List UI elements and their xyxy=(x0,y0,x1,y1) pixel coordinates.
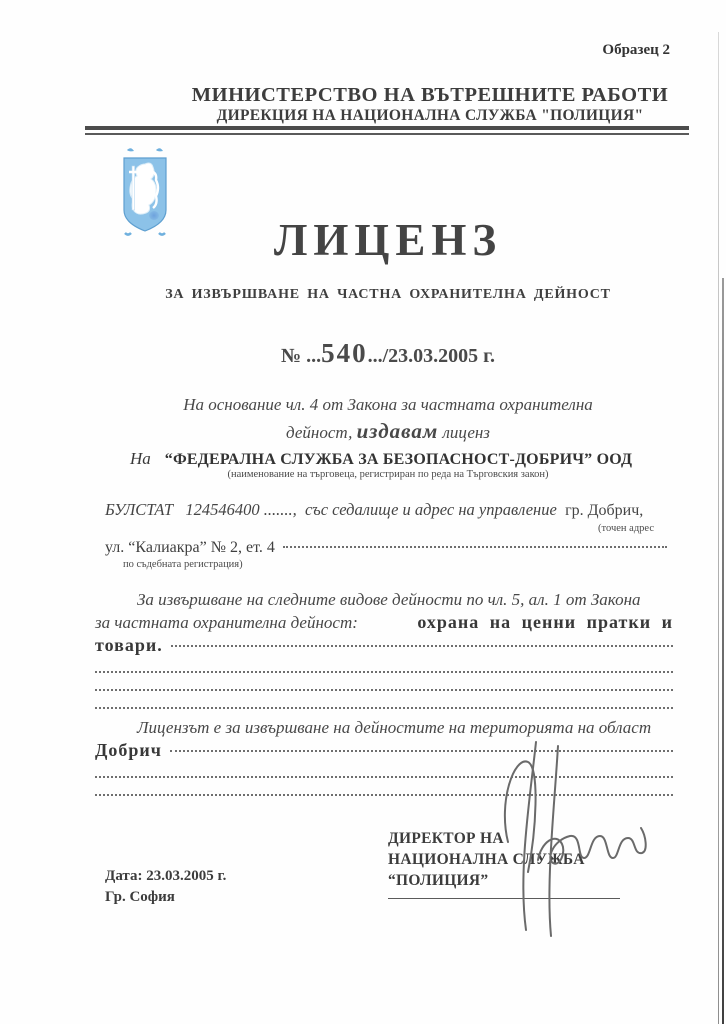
number-date: .../23.03.2005 г. xyxy=(367,345,495,367)
bulstat-value: 124546400 ......., xyxy=(185,500,297,519)
company-name: “ФЕДЕРАЛНА СЛУЖБА ЗА БЕЗОПАСНОСТ-ДОБРИЧ” ООД xyxy=(164,451,633,468)
issue-verb: издавам xyxy=(356,419,439,443)
signatory-line3: “ПОЛИЦИЯ” xyxy=(388,872,489,889)
signatory-line2: НАЦИОНАЛНА СЛУЖБА xyxy=(388,851,585,868)
basis-line2: дейност, издавам лиценз xyxy=(286,419,490,443)
dotted-leader xyxy=(171,645,673,647)
license-number-line xyxy=(85,338,691,369)
territory-intro: Лицензът е за извършване на дейностите на територията на област xyxy=(137,718,652,737)
address-footnote-left: по съдебната регистрация) xyxy=(123,559,243,570)
ministry-name: МИНИСТЕРСТВО НА ВЪТРЕШНИТЕ РАБОТИ xyxy=(191,84,669,106)
directorate-name: ДИРЕКЦИЯ НА НАЦИОНАЛНА СЛУЖБА "ПОЛИЦИЯ" xyxy=(216,107,644,124)
dotted-line xyxy=(95,707,673,709)
number-prefix: № ... xyxy=(281,345,322,367)
basis-line1: На основание чл. 4 от Закона за частната охранителна xyxy=(183,395,593,414)
legal-basis-paragraph xyxy=(85,392,691,446)
header-divider xyxy=(85,126,689,135)
activity-value-part1: охрана на ценни пратки и xyxy=(417,612,673,632)
address-footnote-right: (точен адрес xyxy=(598,523,654,534)
document-subtitle: ЗА ИЗВЪРШВАНЕ НА ЧАСТНА ОХРАНИТЕЛНА ДЕЙНОСТ xyxy=(165,287,611,302)
activities-paragraph xyxy=(95,590,673,709)
activity-value-part2: товари. xyxy=(95,635,163,655)
dotted-leader xyxy=(283,546,667,548)
company-footnote: (наименование на търговеца, регистриран по реда на Търговския закон) xyxy=(227,469,549,480)
activities-intro-line2: за частната охранителна дейност: охрана на ценни пратки и xyxy=(95,612,673,632)
scan-edge-dark-line xyxy=(722,278,724,1024)
dotted-line xyxy=(95,671,673,673)
issued-to-label: На xyxy=(130,449,151,468)
issue-date: Дата: 23.03.2005 г. xyxy=(105,868,227,884)
bulstat-line xyxy=(105,500,665,520)
activities-intro-line1: За извършване на следните видове дейности по чл. 5, ал. 1 от Закона xyxy=(137,590,641,609)
address-line xyxy=(105,539,667,557)
activity-value-row xyxy=(95,636,673,655)
bulstat-label: БУЛСТАТ xyxy=(105,500,174,519)
dotted-line xyxy=(95,689,673,691)
territory-value: Добрич xyxy=(95,740,162,760)
seat-city: гр. Добрич, xyxy=(565,502,644,519)
date-place-block xyxy=(105,866,226,908)
scan-edge-faint-line xyxy=(718,32,720,1024)
form-number-label: Образец 2 xyxy=(602,42,670,58)
issue-city: Гр. София xyxy=(105,889,175,905)
license-number: 540 xyxy=(321,338,368,368)
address-text: ул. “Калиакра” № 2, ет. 4 xyxy=(105,539,275,556)
seat-text: със седалище и адрес на управление xyxy=(305,500,557,519)
document-title: ЛИЦЕНЗ xyxy=(273,215,503,265)
licensee-line xyxy=(85,449,720,469)
signatory-line1: ДИРЕКТОР НА xyxy=(388,830,504,847)
handwritten-signature xyxy=(478,740,650,938)
